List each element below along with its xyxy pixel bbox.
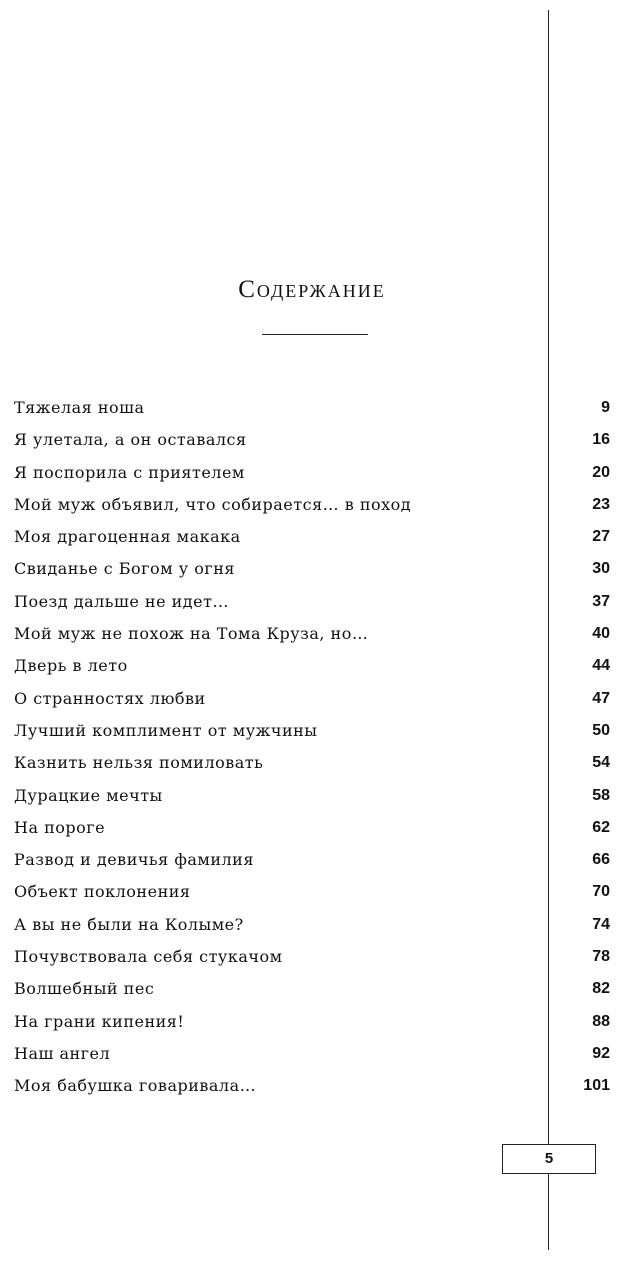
toc-entry-page: 82	[592, 980, 610, 998]
toc-entry-title: На пороге	[14, 817, 106, 837]
toc-entry-title: Дурацкие мечты	[14, 785, 163, 805]
toc-entry-page: 47	[592, 689, 610, 707]
title-underline	[262, 334, 368, 335]
toc-entry-page: 27	[592, 528, 610, 546]
page-title: Содержание	[238, 276, 386, 303]
toc-entry-page: 101	[583, 1077, 610, 1095]
toc-entry-page: 40	[592, 625, 610, 643]
toc-entry	[14, 1038, 610, 1070]
toc-entry	[14, 1006, 610, 1038]
toc-entry-page: 62	[592, 818, 610, 836]
toc-entry-title: А вы не были на Колыме?	[14, 914, 244, 934]
toc-entry	[14, 489, 610, 521]
toc-entry	[14, 392, 610, 424]
toc-entry-page: 70	[592, 883, 610, 901]
toc-entry-title: Казнить нельзя помиловать	[14, 753, 264, 773]
toc-entry	[14, 844, 610, 876]
toc-entry	[14, 457, 610, 489]
toc-entry	[14, 586, 610, 618]
toc-entry-title: Поезд дальше не идет…	[14, 591, 229, 611]
toc-entry	[14, 618, 610, 650]
toc-entry	[14, 941, 610, 973]
toc-entry-title: Дверь в лето	[14, 656, 128, 676]
toc-entry	[14, 521, 610, 553]
toc-entry	[14, 780, 610, 812]
toc-entry-title: Свиданье с Богом у огня	[14, 559, 235, 579]
page-number: 5	[502, 1144, 596, 1174]
toc-entry	[14, 909, 610, 941]
toc-entry-page: 16	[592, 431, 610, 449]
toc-entry-title: На грани кипения!	[14, 1011, 185, 1031]
toc-entry-page: 9	[601, 399, 610, 416]
toc-entry-page: 30	[592, 560, 610, 578]
toc-entry	[14, 876, 610, 908]
toc-entry-page: 74	[592, 915, 610, 933]
toc-entry-title: Наш ангел	[14, 1043, 111, 1063]
toc-entry-title: Лучший комплимент от мужчины	[14, 720, 318, 740]
toc-entry-page: 23	[592, 495, 610, 513]
toc-entry-page: 58	[592, 786, 610, 804]
toc-entry	[14, 747, 610, 779]
toc-entry	[14, 650, 610, 682]
toc-entry-page: 20	[592, 463, 610, 481]
toc-entry-page: 66	[592, 851, 610, 869]
toc-entry-title: Мой муж не похож на Тома Круза, но…	[14, 624, 369, 644]
toc-entry-title: Тяжелая ноша	[14, 398, 145, 417]
toc-entry	[14, 812, 610, 844]
toc-entry	[14, 973, 610, 1005]
toc-entry-title: Я поспорила с приятелем	[14, 462, 245, 482]
toc-entry-title: Развод и девичья фамилия	[14, 850, 254, 870]
toc-entry-page: 88	[592, 1012, 610, 1030]
toc-entry-title: Моя драгоценная макака	[14, 527, 241, 547]
toc-entry	[14, 424, 610, 456]
toc-entry-page: 44	[592, 657, 610, 675]
toc-entry-title: Я улетала, а он оставался	[14, 430, 247, 450]
toc-entry-title: Объект поклонения	[14, 882, 191, 902]
toc-entry	[14, 683, 610, 715]
toc-entry-title: Мой муж объявил, что собирается… в поход	[14, 494, 412, 514]
toc-entry	[14, 553, 610, 585]
toc-entry-title: Почувствовала себя стукачом	[14, 947, 283, 967]
table-of-contents	[14, 392, 610, 1103]
toc-entry-page: 50	[592, 721, 610, 739]
toc-entry	[14, 715, 610, 747]
toc-entry-page: 78	[592, 948, 610, 966]
toc-entry-page: 92	[592, 1044, 610, 1062]
toc-entry-title: Моя бабушка говаривала…	[14, 1076, 257, 1096]
toc-entry-title: Волшебный пес	[14, 979, 155, 999]
toc-entry-title: О странностях любви	[14, 688, 206, 708]
toc-entry	[14, 1070, 610, 1102]
toc-entry-page: 37	[592, 592, 610, 610]
toc-entry-page: 54	[592, 754, 610, 772]
